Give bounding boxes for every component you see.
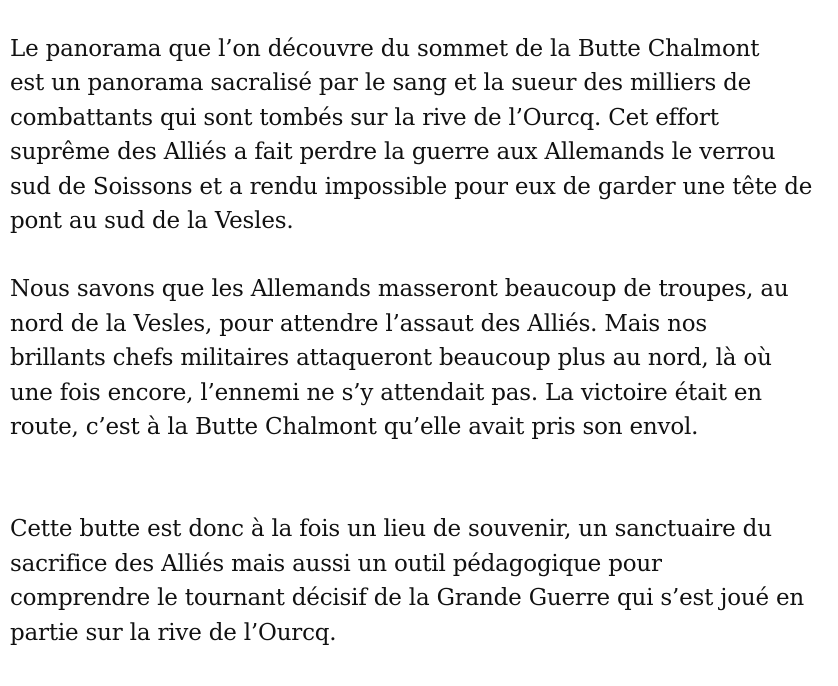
text-line: partie sur la rive de l’Ourcq. <box>10 619 337 646</box>
text-line: pont au sud de la Vesles. <box>10 208 294 235</box>
text-line: combattants qui sont tombés sur la rive de l’Ourcq. Cet effort <box>10 104 719 131</box>
text-line: Nous savons que les Allemands masseront beaucoup de troupes, au <box>10 276 789 303</box>
document-body <box>10 32 830 650</box>
text-line: Cette butte est donc à la fois un lieu de souvenir, un sanctuaire du <box>10 516 772 543</box>
paragraph-spacer <box>10 444 830 512</box>
text-line: nord de la Vesles, pour attendre l’assaut des Alliés. Mais nos <box>10 310 707 337</box>
paragraph-spacer <box>10 238 830 272</box>
text-line: Le panorama que l’on découvre du sommet de la Butte Chalmont <box>10 36 760 62</box>
paragraph-1 <box>10 32 830 238</box>
paragraph-3 <box>10 512 830 650</box>
text-line: une fois encore, l’ennemi ne s’y attendait pas. La victoire était en <box>10 379 762 406</box>
text-line: comprendre le tournant décisif de la Grande Guerre qui s’est joué en <box>10 585 805 612</box>
text-line: suprême des Alliés a fait perdre la guerre aux Allemands le verrou <box>10 139 776 166</box>
text-line: route, c’est à la Butte Chalmont qu’elle avait pris son envol. <box>10 414 699 441</box>
paragraph-2 <box>10 272 830 444</box>
text-line: est un panorama sacralisé par le sang et la sueur des milliers de <box>10 70 752 97</box>
text-line: sud de Soissons et a rendu impossible pour eux de garder une tête de <box>10 173 813 200</box>
text-line: brillants chefs militaires attaqueront beaucoup plus au nord, là où <box>10 345 772 372</box>
text-line: sacrifice des Alliés mais aussi un outil pédagogique pour <box>10 550 662 577</box>
